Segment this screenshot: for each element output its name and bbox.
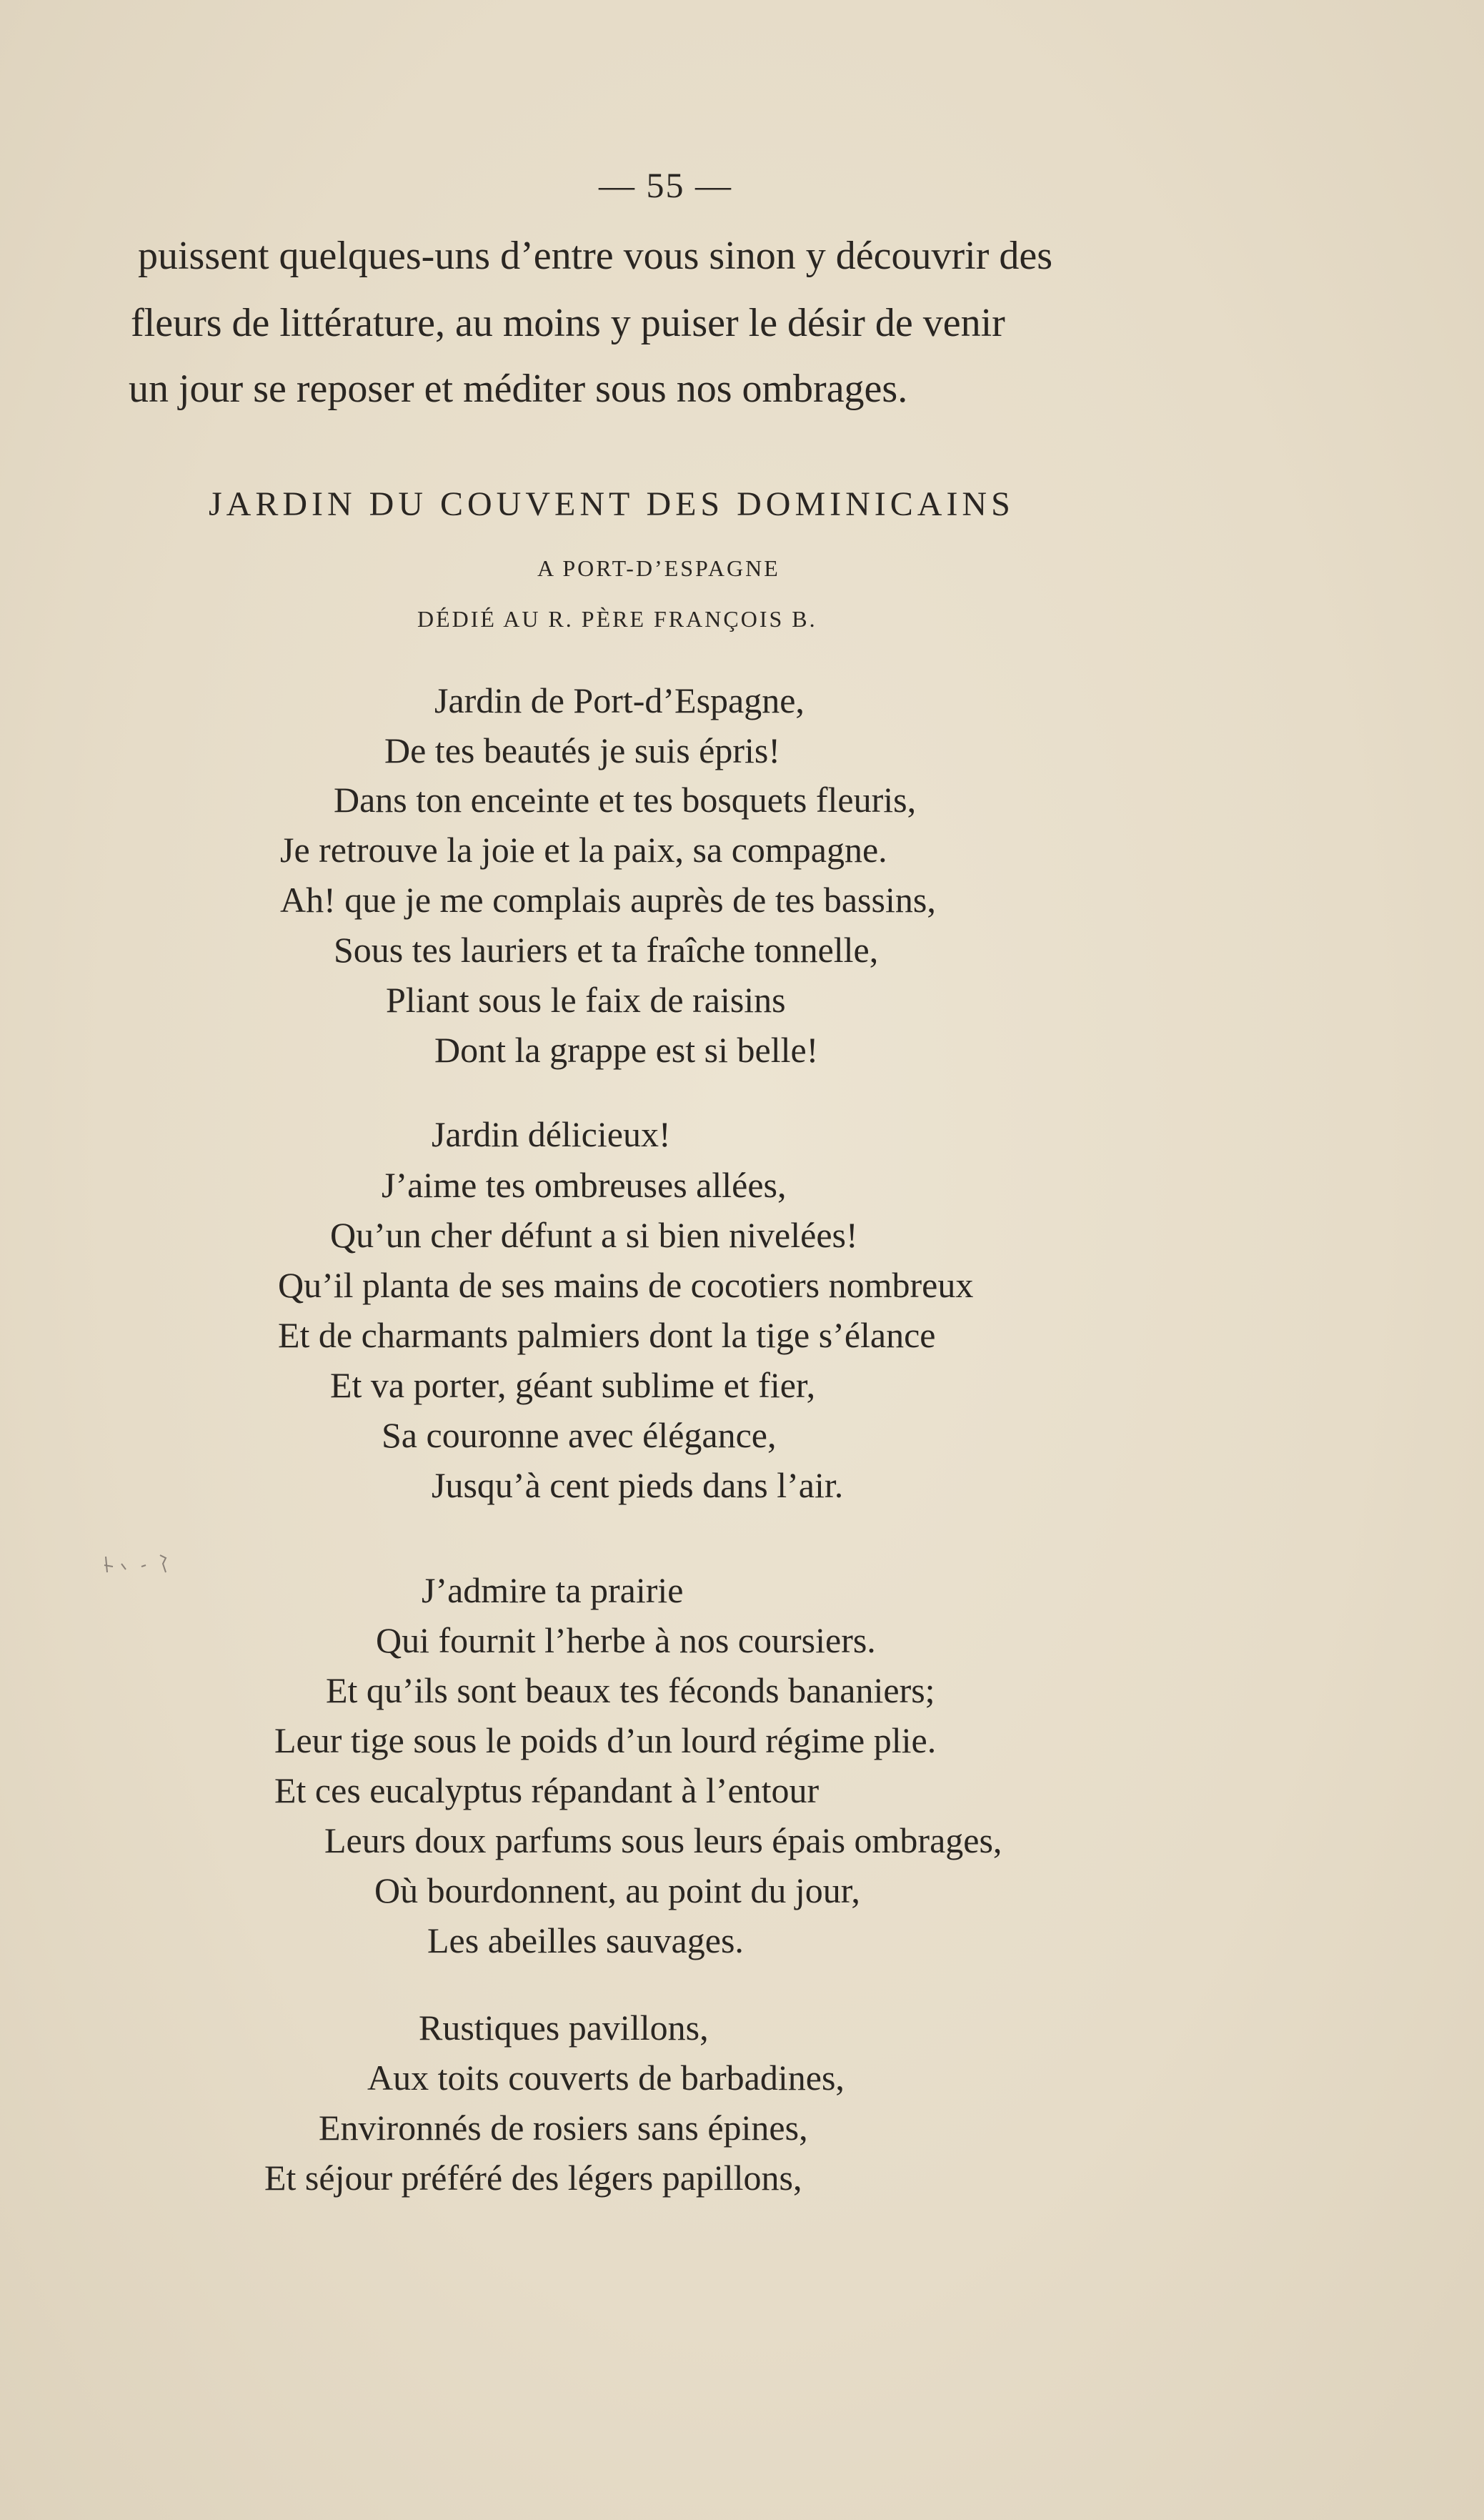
verse-line: Où bourdonnent, au point du jour, <box>374 1870 860 1910</box>
verse-line: De tes beautés je suis épris! <box>384 730 781 770</box>
verse-line: Environnés de rosiers sans épines, <box>319 2108 808 2148</box>
intro-line: un jour se reposer et méditer sous nos ombrages. <box>129 367 908 411</box>
verse-line: Rustiques pavillons, <box>419 2008 709 2048</box>
intro-line: fleurs de littérature, au moins y puiser le désir de venir <box>131 301 1005 345</box>
poem-subtitle: A PORT-D’ESPAGNE <box>537 555 780 581</box>
verse-line: Jusqu’à cent pieds dans l’air. <box>432 1465 844 1505</box>
verse-line: J’admire ta prairie <box>422 1570 684 1610</box>
verse-line: Et ces eucalyptus répandant à l’entour <box>274 1770 820 1810</box>
verse-line: Pliant sous le faix de raisins <box>386 980 786 1020</box>
ink-mark <box>100 1551 186 1579</box>
verse-line: Aux toits couverts de barbadines, <box>367 2058 845 2098</box>
verse-line: Dans ton enceinte et tes bosquets fleuris, <box>334 780 917 820</box>
verse-line: Leur tige sous le poids d’un lourd régime plie. <box>274 1720 937 1760</box>
verse-line: Jardin de Port-d’Espagne, <box>434 680 805 720</box>
verse-line: Et qu’ils sont beaux tes féconds bananiers; <box>326 1670 935 1710</box>
verse-line: Et de charmants palmiers dont la tige s’élance <box>278 1315 936 1355</box>
verse-line: Ah! que je me complais auprès de tes bassins, <box>280 880 936 920</box>
verse-line: Leurs doux parfums sous leurs épais ombrages, <box>324 1820 1002 1860</box>
poem-dedication: DÉDIÉ AU R. PÈRE FRANÇOIS B. <box>417 606 817 632</box>
verse-line: Qui fournit l’herbe à nos coursiers. <box>376 1620 876 1660</box>
verse-line: Et va porter, géant sublime et fier, <box>330 1365 816 1405</box>
poem-title: JARDIN DU COUVENT DES DOMINICAINS <box>209 485 1015 523</box>
page-number: — 55 — <box>599 165 732 205</box>
verse-line: Je retrouve la joie et la paix, sa compagne. <box>280 830 887 870</box>
verse-line: Qu’un cher défunt a si bien nivelées! <box>330 1215 858 1255</box>
verse-line: J’aime tes ombreuses allées, <box>382 1165 787 1205</box>
verse-line: Sa couronne avec élégance, <box>382 1415 777 1455</box>
verse-line: Jardin délicieux! <box>432 1114 671 1154</box>
verse-line: Les abeilles sauvages. <box>427 1920 744 1960</box>
verse-line: Sous tes lauriers et ta fraîche tonnelle, <box>334 930 879 970</box>
verse-line: Qu’il planta de ses mains de cocotiers nombreux <box>278 1265 974 1305</box>
verse-line: Et séjour préféré des légers papillons, <box>264 2158 802 2198</box>
intro-line: puissent quelques-uns d’entre vous sinon y découvrir des <box>138 234 1052 278</box>
verse-line: Dont la grappe est si belle! <box>434 1030 819 1070</box>
